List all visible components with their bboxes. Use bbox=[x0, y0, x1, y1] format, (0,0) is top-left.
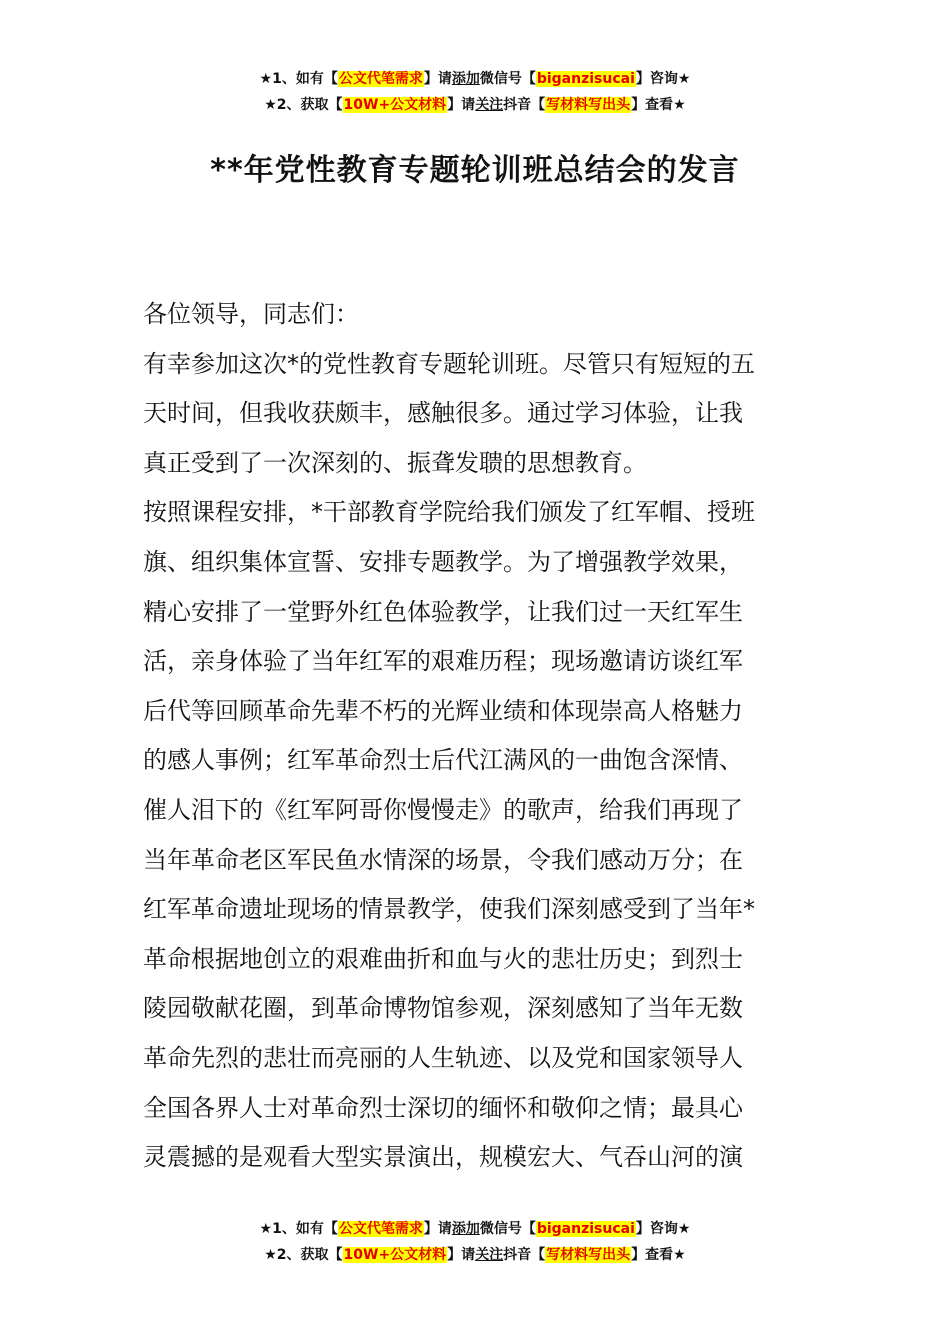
document-title: **年党性教育专题轮训班总结会的发言 bbox=[210, 153, 740, 188]
body-line: 全国各界人士对革命烈士深切的缅怀和敬仰之情；最具心 bbox=[143, 1093, 743, 1122]
body-line: 真正受到了一次深刻的、振聋发聩的思想教育。 bbox=[143, 448, 647, 477]
header-promo-banner bbox=[0, 66, 950, 118]
promo-highlight: biganzisucai bbox=[536, 71, 635, 87]
promo-highlight: 公文代笔需求 bbox=[338, 71, 423, 87]
body-line: 革命先烈的悲壮而亮丽的人生轨迹、以及党和国家领导人 bbox=[143, 1043, 743, 1072]
body-line: 催人泪下的《红军阿哥你慢慢走》的歌声，给我们再现了 bbox=[143, 795, 743, 824]
body-line: 后代等回顾革命先辈不朽的光辉业绩和体现崇高人格魅力 bbox=[143, 696, 743, 725]
body-line: 灵震撼的是观看大型实景演出，规模宏大、气吞山河的演 bbox=[143, 1143, 743, 1172]
body-line: 活，亲身体验了当年红军的艰难历程；现场邀请访谈红军 bbox=[143, 647, 743, 676]
body-line: 红军革命遗址现场的情景教学，使我们深刻感受到了当年* bbox=[143, 895, 755, 924]
promo-highlight: 10W+公文材料 bbox=[343, 1247, 447, 1263]
body-line: 按照课程安排，*干部教育学院给我们颁发了红军帽、授班 bbox=[143, 498, 755, 527]
promo-line-1: ★1、如有【公文代笔需求】请添加微信号【biganzisucai】咨询★ bbox=[259, 71, 691, 87]
promo-line-2: ★2、获取【10W+公文材料】请关注抖音【写材料写出头】查看★ bbox=[264, 97, 686, 113]
body-line: 天时间，但我收获颇丰，感触很多。通过学习体验，让我 bbox=[143, 399, 743, 428]
document-body bbox=[143, 290, 823, 1183]
promo-highlight: biganzisucai bbox=[536, 1221, 635, 1237]
body-line: 当年革命老区军民鱼水情深的场景，令我们感动万分；在 bbox=[143, 845, 743, 874]
promo-line-2: ★2、获取【10W+公文材料】请关注抖音【写材料写出头】查看★ bbox=[264, 1247, 686, 1263]
body-line: 的感人事例；红军革命烈士后代江满风的一曲饱含深情、 bbox=[143, 746, 743, 775]
promo-highlight: 写材料写出头 bbox=[546, 1247, 631, 1263]
promo-highlight: 写材料写出头 bbox=[546, 97, 631, 113]
promo-highlight: 公文代笔需求 bbox=[338, 1221, 423, 1237]
footer-promo-banner bbox=[0, 1216, 950, 1268]
body-line: 陵园敬献花圈，到革命博物馆参观，深刻感知了当年无数 bbox=[143, 994, 743, 1023]
body-line: 有幸参加这次*的党性教育专题轮训班。尽管只有短短的五 bbox=[143, 349, 755, 378]
promo-highlight: 10W+公文材料 bbox=[343, 97, 447, 113]
salutation: 各位领导，同志们： bbox=[143, 300, 359, 328]
body-line: 革命根据地创立的艰难曲折和血与火的悲壮历史；到烈士 bbox=[143, 944, 743, 973]
body-line: 旗、组织集体宣誓、安排专题教学。为了增强教学效果， bbox=[143, 547, 743, 576]
promo-line-1: ★1、如有【公文代笔需求】请添加微信号【biganzisucai】咨询★ bbox=[259, 1221, 691, 1237]
body-line: 精心安排了一堂野外红色体验教学，让我们过一天红军生 bbox=[143, 597, 743, 626]
